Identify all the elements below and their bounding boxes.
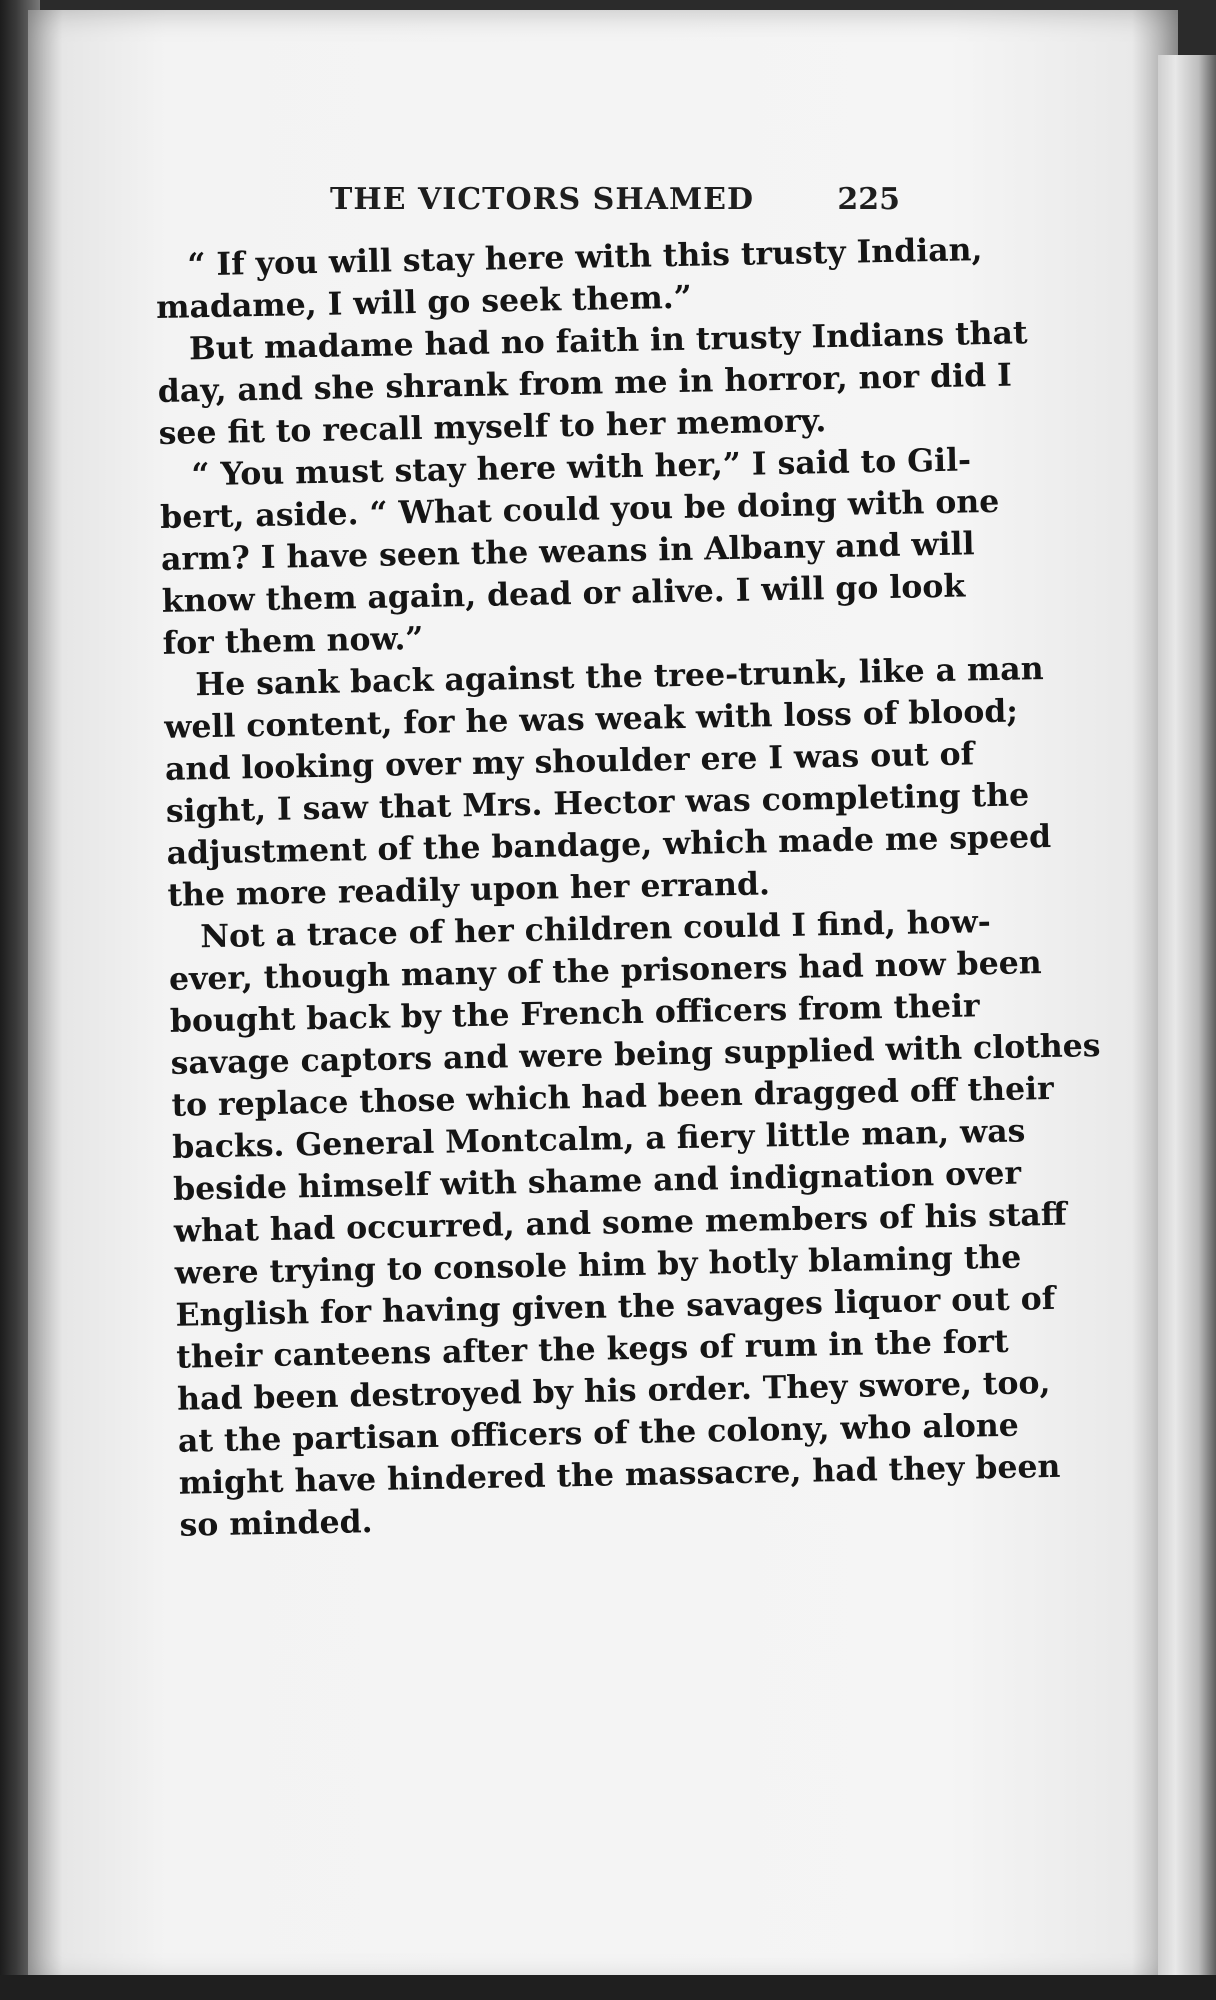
text-line: know them again, dead or alive. I will go look (161, 567, 966, 620)
text-line: English for having given the savages liquor out of (175, 1279, 1056, 1334)
body-text (155, 231, 1101, 1547)
paragraph (157, 314, 1028, 455)
text-line: well content, for he was weak with loss of blood; (163, 692, 1019, 746)
text-line: ever, though many of the prisoners had now been (168, 944, 1042, 998)
text-line: to replace those which had been dragged off their (171, 1069, 1054, 1124)
page-header (330, 182, 900, 228)
text-line: and looking over my shoulder ere I was out of (164, 735, 975, 788)
text-line: beside himself with shame and indignation over (172, 1154, 1022, 1208)
text-line: “ You must stay here with her,” I said to Gil- (191, 441, 972, 494)
text-line: had been destroyed by his order. They swore, too, (176, 1364, 1051, 1418)
text-line: He sank back against the tree-trunk, like a man (195, 650, 1044, 704)
text-line: madame, I will go seek them.” (155, 278, 693, 326)
text-line: sight, I saw that Mrs. Hector was completing the (165, 776, 1030, 830)
text-line: bert, aside. “ What could you be doing with one (159, 482, 1000, 536)
paragraph (168, 902, 1101, 1546)
text-line: might have hindered the massacre, had they been (178, 1447, 1061, 1502)
text-line: at the partisan officers of the colony, who alone (177, 1406, 1020, 1460)
text-line: “ If you will stay here with this trusty Indian, (187, 231, 983, 284)
text-line: for them now.” (162, 619, 424, 662)
text-line: were trying to console him by hotly blaming the (174, 1238, 1022, 1292)
text-line: Not a trace of her children could I find, how- (199, 903, 992, 956)
page-number: 225 (837, 182, 900, 217)
paragraph (159, 441, 1000, 665)
text-line: the more readily upon her errand. (167, 865, 771, 914)
text-line: arm? I have seen the weans in Albany and will (160, 525, 975, 578)
text-line: so minded. (179, 1503, 373, 1544)
text-line: bought back by the French officers from their (169, 987, 980, 1040)
text-line: day, and she shrank from me in horror, nor did I (157, 356, 1013, 410)
text-line: savage captors and were being supplied with clothes (170, 1027, 1101, 1082)
page-edge (1158, 55, 1216, 2000)
running-title: THE VICTORS SHAMED (330, 182, 755, 217)
text-line: their canteens after the kegs of rum in the fort (176, 1322, 1009, 1376)
text-line: what had occurred, and some members of his staff (173, 1195, 1067, 1250)
paragraph (163, 650, 1052, 917)
paragraph (155, 231, 983, 329)
text-line: But madame had no faith in trusty Indians that (188, 314, 1028, 368)
text-line: adjustment of the bandage, which made me speed (166, 817, 1052, 872)
text-line: see fit to recall myself to her memory. (158, 402, 827, 452)
scan-border (0, 1975, 1216, 2000)
text-line: backs. General Montcalm, a fiery little man, was (171, 1112, 1026, 1166)
